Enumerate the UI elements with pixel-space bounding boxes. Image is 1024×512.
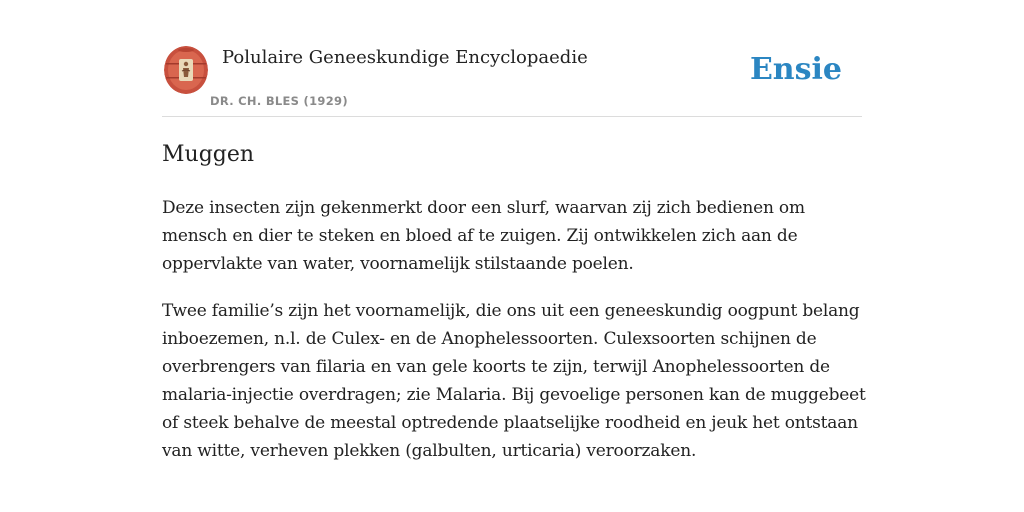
book-title[interactable]: Polulaire Geneeskundige Encyclopaedie bbox=[222, 47, 588, 68]
book-author: DR. CH. BLES (1929) bbox=[210, 94, 348, 108]
article-paragraph: Deze insecten zijn gekenmerkt door een slurf, waarvan zij zich bedienen om mensch en dier te steken en bloed af te zuigen. Zij ontwikkelen zich aan de oppervlakte van water, voornamelijk stilstaande poelen. bbox=[162, 198, 805, 274]
article-title: Muggen bbox=[162, 142, 255, 167]
brand-logo-link[interactable]: Ensie bbox=[749, 52, 842, 87]
book-cover-icon[interactable] bbox=[164, 46, 208, 94]
article-paragraph: Twee familie’s zijn het voornamelijk, die ons uit een geneeskundig oogpunt belang inboezemen, n.l. de Culex- en de Anophelessoorten. Culexsoorten schijnen de overbrengers van filaria en van gele koorts te zijn, terwijl Anophelessoorten de malaria-injectie overdragen; zie Malaria. Bij gevoelige personen kan de muggebeet of steek behalve de meestal optredende plaatselijke roodheid en jeuk het ontstaan van witte, verheven plekken (galbulten, urticaria) veroorzaken. bbox=[162, 301, 866, 461]
header bbox=[162, 44, 862, 117]
article bbox=[162, 140, 868, 484]
